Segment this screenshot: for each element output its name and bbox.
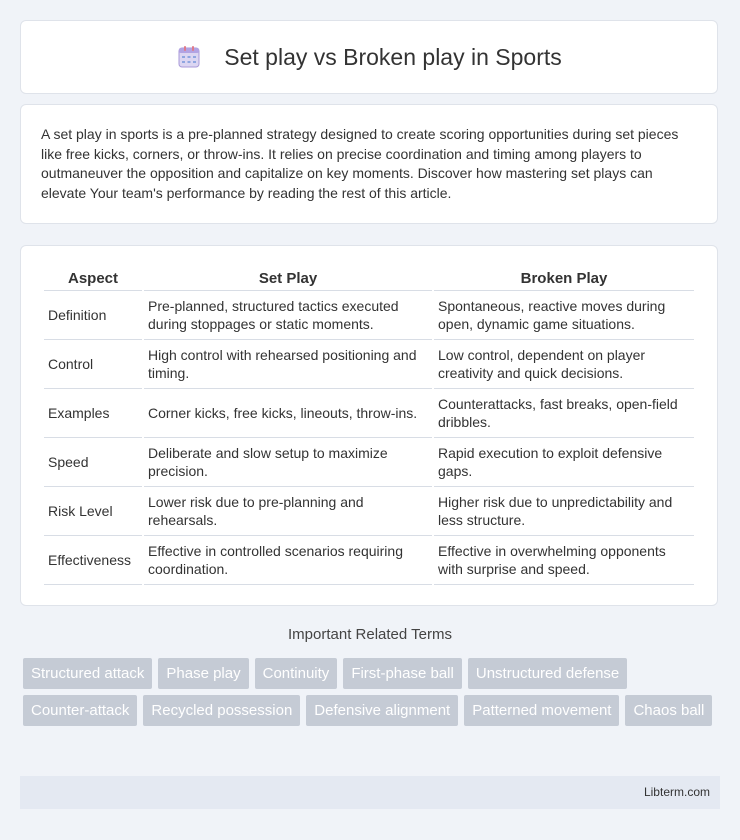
intro-paragraph: A set play in sports is a pre-planned strategy designed to create scoring opportunities during set pieces like free kicks, corners, or throw-ins. It relies on precise coordination and timing among players to outmaneuver the opposition and capitalize on key moments. Discover how mastering set plays can elevate Your team's performance by reading the rest of this article. [41, 126, 679, 201]
comparison-card [20, 245, 718, 606]
row-aspect: Definition [44, 291, 142, 340]
table-row [44, 536, 694, 585]
table-header-row [44, 266, 694, 291]
table-row [44, 340, 694, 389]
term-tag[interactable]: Recycled possession [143, 695, 300, 726]
term-tag[interactable]: Continuity [255, 658, 338, 689]
related-terms-list [23, 658, 723, 732]
term-tag[interactable]: Chaos ball [625, 695, 712, 726]
row-set-play: Deliberate and slow setup to maximize precision. [144, 438, 432, 487]
related-terms-heading: Important Related Terms [288, 626, 452, 643]
row-broken-play: Spontaneous, reactive moves during open, dynamic game situations. [434, 291, 694, 340]
term-tag[interactable]: First-phase ball [343, 658, 462, 689]
header-set-play: Set Play [144, 266, 432, 291]
term-tag[interactable]: Defensive alignment [306, 695, 458, 726]
intro-card [20, 104, 718, 224]
row-aspect: Risk Level [44, 487, 142, 536]
header-aspect: Aspect [44, 266, 142, 291]
row-broken-play: Low control, dependent on player creativity and quick decisions. [434, 340, 694, 389]
row-set-play: High control with rehearsed positioning and timing. [144, 340, 432, 389]
table-row [44, 487, 694, 536]
row-aspect: Examples [44, 389, 142, 438]
table-row [44, 291, 694, 340]
page-title: Set play vs Broken play in Sports [224, 43, 562, 70]
row-set-play: Corner kicks, free kicks, lineouts, throw-ins. [144, 389, 432, 438]
row-broken-play: Rapid execution to exploit defensive gaps. [434, 438, 694, 487]
table-row [44, 438, 694, 487]
row-broken-play: Effective in overwhelming opponents with surprise and speed. [434, 536, 694, 585]
comparison-table [42, 266, 696, 585]
row-aspect: Speed [44, 438, 142, 487]
term-tag[interactable]: Unstructured defense [468, 658, 627, 689]
title-card [20, 20, 718, 94]
row-set-play: Pre-planned, structured tactics executed during stoppages or static moments. [144, 291, 432, 340]
row-aspect: Effectiveness [44, 536, 142, 585]
term-tag[interactable]: Structured attack [23, 658, 152, 689]
row-set-play: Effective in controlled scenarios requiring coordination. [144, 536, 432, 585]
footer-site-link[interactable]: Libterm.com [643, 785, 710, 799]
table-row [44, 389, 694, 438]
term-tag[interactable]: Patterned movement [464, 695, 619, 726]
footer [20, 776, 720, 809]
row-set-play: Lower risk due to pre-planning and rehearsals. [144, 487, 432, 536]
row-broken-play: Counterattacks, fast breaks, open-field dribbles. [434, 389, 694, 438]
term-tag[interactable]: Phase play [158, 658, 248, 689]
row-aspect: Control [44, 340, 142, 389]
term-tag[interactable]: Counter-attack [23, 695, 137, 726]
row-broken-play: Higher risk due to unpredictability and less structure. [434, 487, 694, 536]
header-broken-play: Broken Play [434, 266, 694, 291]
calendar-icon [176, 44, 202, 70]
